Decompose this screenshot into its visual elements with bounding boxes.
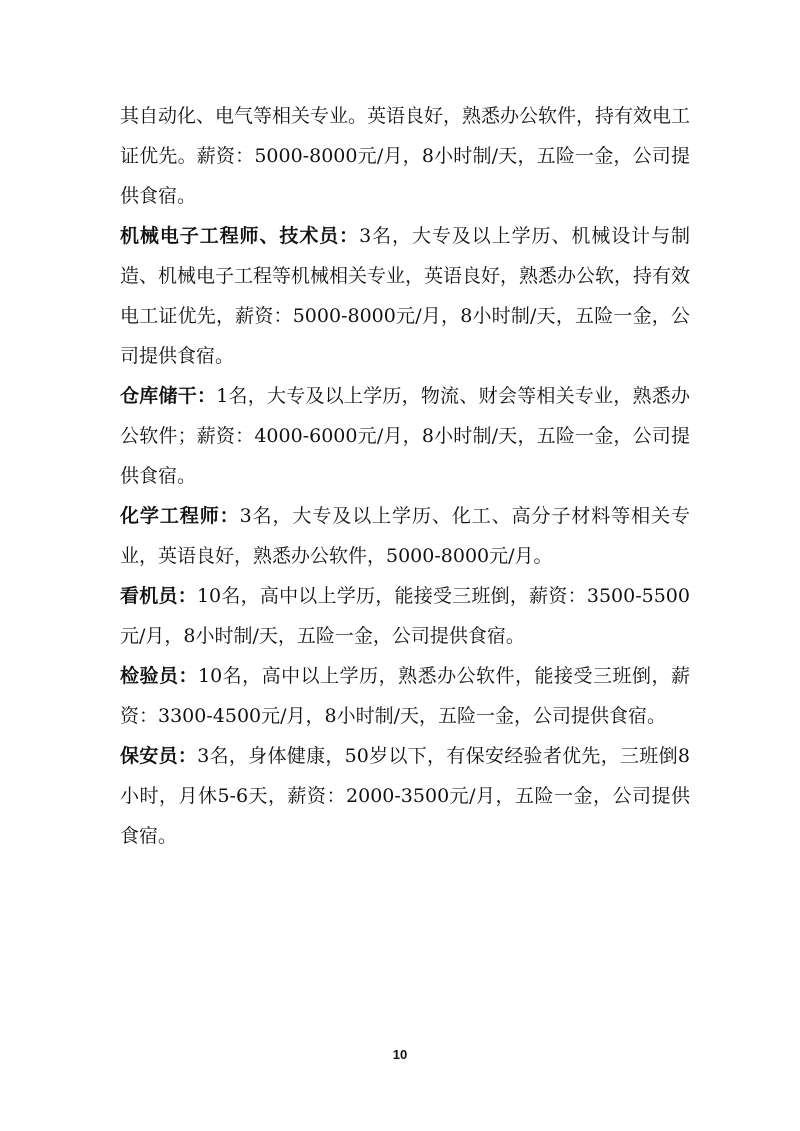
position-paragraph <box>120 656 690 736</box>
position-title: 保安员： <box>120 745 198 767</box>
position-paragraph <box>120 496 690 576</box>
position-body: 3名，大专及以上学历、化工、高分子材料等相关专业，英语良好，熟悉办公软件，5000-8000元/月。 <box>120 505 690 567</box>
position-title: 检验员： <box>120 665 198 687</box>
document-body <box>120 96 690 856</box>
position-title: 机械电子工程师、技术员： <box>120 225 360 247</box>
position-body: 3名，大专及以上学历、机械设计与制造、机械电子工程等机械相关专业，英语良好，熟悉办公软，持有效电工证优先，薪资：5000-8000元/月，8小时制/天，五险一金，公司提供食宿。 <box>120 225 691 367</box>
position-paragraph <box>120 216 690 376</box>
position-body: 1名，大专及以上学历，物流、财会等相关专业，熟悉办公软件；薪资：4000-6000元/月，8小时制/天，五险一金，公司提供食宿。 <box>120 385 690 487</box>
position-title: 化学工程师： <box>120 505 240 527</box>
position-title: 看机员： <box>120 585 197 607</box>
position-paragraph <box>120 376 690 496</box>
position-paragraph <box>120 736 690 856</box>
position-paragraph <box>120 576 690 656</box>
intro-text: 其自动化、电气等相关专业。英语良好，熟悉办公软件，持有效电工证优先。薪资：5000-8000元/月，8小时制/天，五险一金，公司提供食宿。 <box>120 105 691 207</box>
position-title: 仓库储干： <box>120 385 217 407</box>
position-body: 10名，高中以上学历，熟悉办公软件，能接受三班倒，薪资：3300-4500元/月，8小时制/天，五险一金，公司提供食宿。 <box>120 665 690 727</box>
page-number: 10 <box>392 1047 408 1062</box>
position-body: 3名，身体健康，50岁以下，有保安经验者优先，三班倒8小时，月休5-6天，薪资：2000-3500元/月，五险一金，公司提供食宿。 <box>120 745 690 847</box>
intro-paragraph <box>120 96 690 216</box>
position-body: 10名，高中以上学历，能接受三班倒，薪资：3500-5500元/月，8小时制/天，五险一金，公司提供食宿。 <box>120 585 690 647</box>
